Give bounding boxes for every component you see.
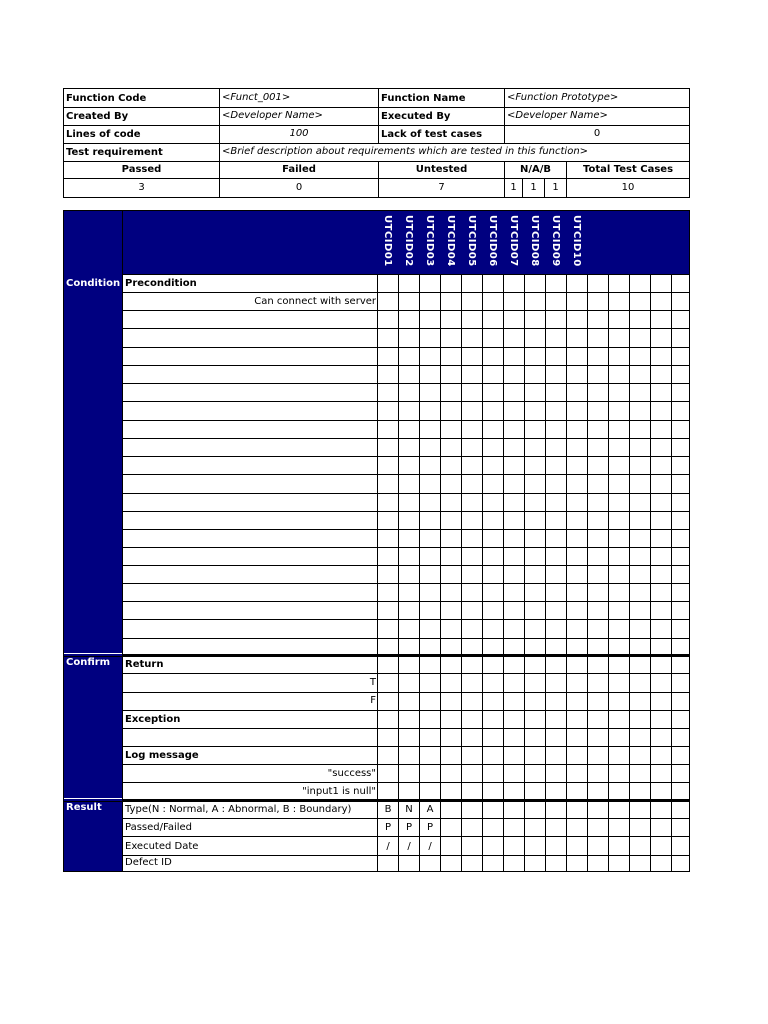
summary-table (63, 88, 690, 198)
precondition-item: Can connect with server (254, 296, 376, 307)
condition-section-label: Condition (66, 278, 121, 289)
executed-date-value: / (428, 841, 432, 852)
column-header: UTCID02 (403, 215, 414, 267)
passed-failed-value: P (384, 822, 392, 833)
row-line (122, 710, 689, 711)
section-divider (64, 798, 122, 799)
defect-id-label: Defect ID (125, 857, 172, 868)
function-name-value: <Function Prototype> (507, 92, 619, 103)
passed-label: Passed (121, 164, 162, 175)
col-line (461, 274, 462, 871)
row-line (122, 638, 689, 639)
test-matrix (63, 210, 690, 872)
result-section-label: Result (66, 802, 102, 813)
col-line (122, 211, 123, 871)
section-line (122, 654, 689, 655)
lines-of-code-label: Lines of code (66, 129, 141, 140)
col-line (377, 274, 378, 871)
test-requirement-label: Test requirement (66, 147, 163, 158)
column-header: UTCID09 (550, 215, 561, 267)
passed-value: 3 (138, 182, 145, 193)
row-line (122, 347, 689, 348)
row-line (122, 383, 689, 384)
col-line (503, 274, 504, 871)
section-divider (64, 653, 122, 654)
column-header: UTCID01 (382, 215, 393, 267)
log-message-label: Log message (125, 750, 199, 761)
row-line (122, 728, 689, 729)
header-band (64, 211, 689, 274)
a-value: 1 (530, 182, 537, 193)
col-line (398, 274, 399, 871)
passed-failed-value: P (426, 822, 434, 833)
total-test-cases-value: 10 (621, 182, 635, 193)
return-label: Return (125, 659, 164, 670)
col-line (650, 274, 651, 871)
return-false: F (370, 695, 376, 706)
col-line (566, 274, 567, 871)
row-line (122, 493, 689, 494)
executed-date-value: / (407, 841, 411, 852)
return-true: T (369, 677, 376, 688)
lack-of-test-cases-value: 0 (593, 128, 601, 139)
column-header: UTCID04 (445, 215, 456, 267)
precondition-label: Precondition (125, 278, 197, 289)
column-header: UTCID05 (466, 215, 477, 267)
executed-date-label: Executed Date (125, 841, 199, 852)
row-line (122, 474, 689, 475)
row-line (122, 420, 689, 421)
exception-label: Exception (125, 714, 181, 725)
row-line (122, 619, 689, 620)
row-line (122, 565, 689, 566)
executed-by-value: <Developer Name> (507, 110, 608, 121)
row-line (122, 871, 689, 872)
executed-by-label: Executed By (381, 111, 451, 122)
nab-label: N/A/B (519, 164, 552, 175)
total-test-cases-label: Total Test Cases (582, 164, 674, 175)
created-by-value: <Developer Name> (222, 110, 323, 121)
type-label: Type(N : Normal, A : Abnormal, B : Boundary) (125, 804, 352, 815)
col-line (629, 274, 630, 871)
column-header: UTCID03 (424, 215, 435, 267)
executed-date-value: / (386, 841, 390, 852)
type-value: A (426, 804, 434, 815)
row-line (122, 547, 689, 548)
row-line (122, 401, 689, 402)
log-success: "success" (327, 768, 376, 779)
created-by-label: Created By (66, 111, 129, 122)
column-header: UTCID08 (529, 215, 540, 267)
section-band (64, 274, 122, 871)
failed-label: Failed (282, 164, 316, 175)
test-requirement-value: <Brief description about requirements which are tested in this function> (222, 146, 589, 157)
column-header: UTCID06 (487, 215, 498, 267)
n-value: 1 (510, 182, 517, 193)
lines-of-code-value: 100 (289, 128, 309, 139)
b-value: 1 (552, 182, 559, 193)
untested-value: 7 (438, 182, 445, 193)
row-line (122, 328, 689, 329)
function-code-value: <Funct_001> (222, 92, 291, 103)
column-header: UTCID07 (508, 215, 519, 267)
row-line (122, 583, 689, 584)
log-input-null: "input1 is null" (302, 786, 376, 797)
untested-label: Untested (415, 164, 468, 175)
row-line (122, 746, 689, 747)
row-line (122, 601, 689, 602)
row-line (122, 529, 689, 530)
confirm-section-label: Confirm (66, 657, 111, 668)
type-value: N (405, 804, 413, 815)
function-name-label: Function Name (381, 93, 466, 104)
lack-of-test-cases-label: Lack of test cases (381, 129, 483, 140)
failed-value: 0 (295, 182, 303, 193)
row-line (122, 456, 689, 457)
col-line (482, 274, 483, 871)
function-code-label: Function Code (66, 93, 147, 104)
col-line (608, 274, 609, 871)
col-line (587, 274, 588, 871)
passed-failed-value: P (405, 822, 413, 833)
col-line (440, 274, 441, 871)
row-line (122, 511, 689, 512)
col-line (545, 274, 546, 871)
col-line (524, 274, 525, 871)
passed-failed-label: Passed/Failed (125, 822, 193, 833)
type-value: B (384, 804, 392, 815)
column-header: UTCID10 (571, 215, 582, 267)
col-line (419, 274, 420, 871)
col-line (671, 274, 672, 871)
row-line (122, 438, 689, 439)
row-line (122, 365, 689, 366)
